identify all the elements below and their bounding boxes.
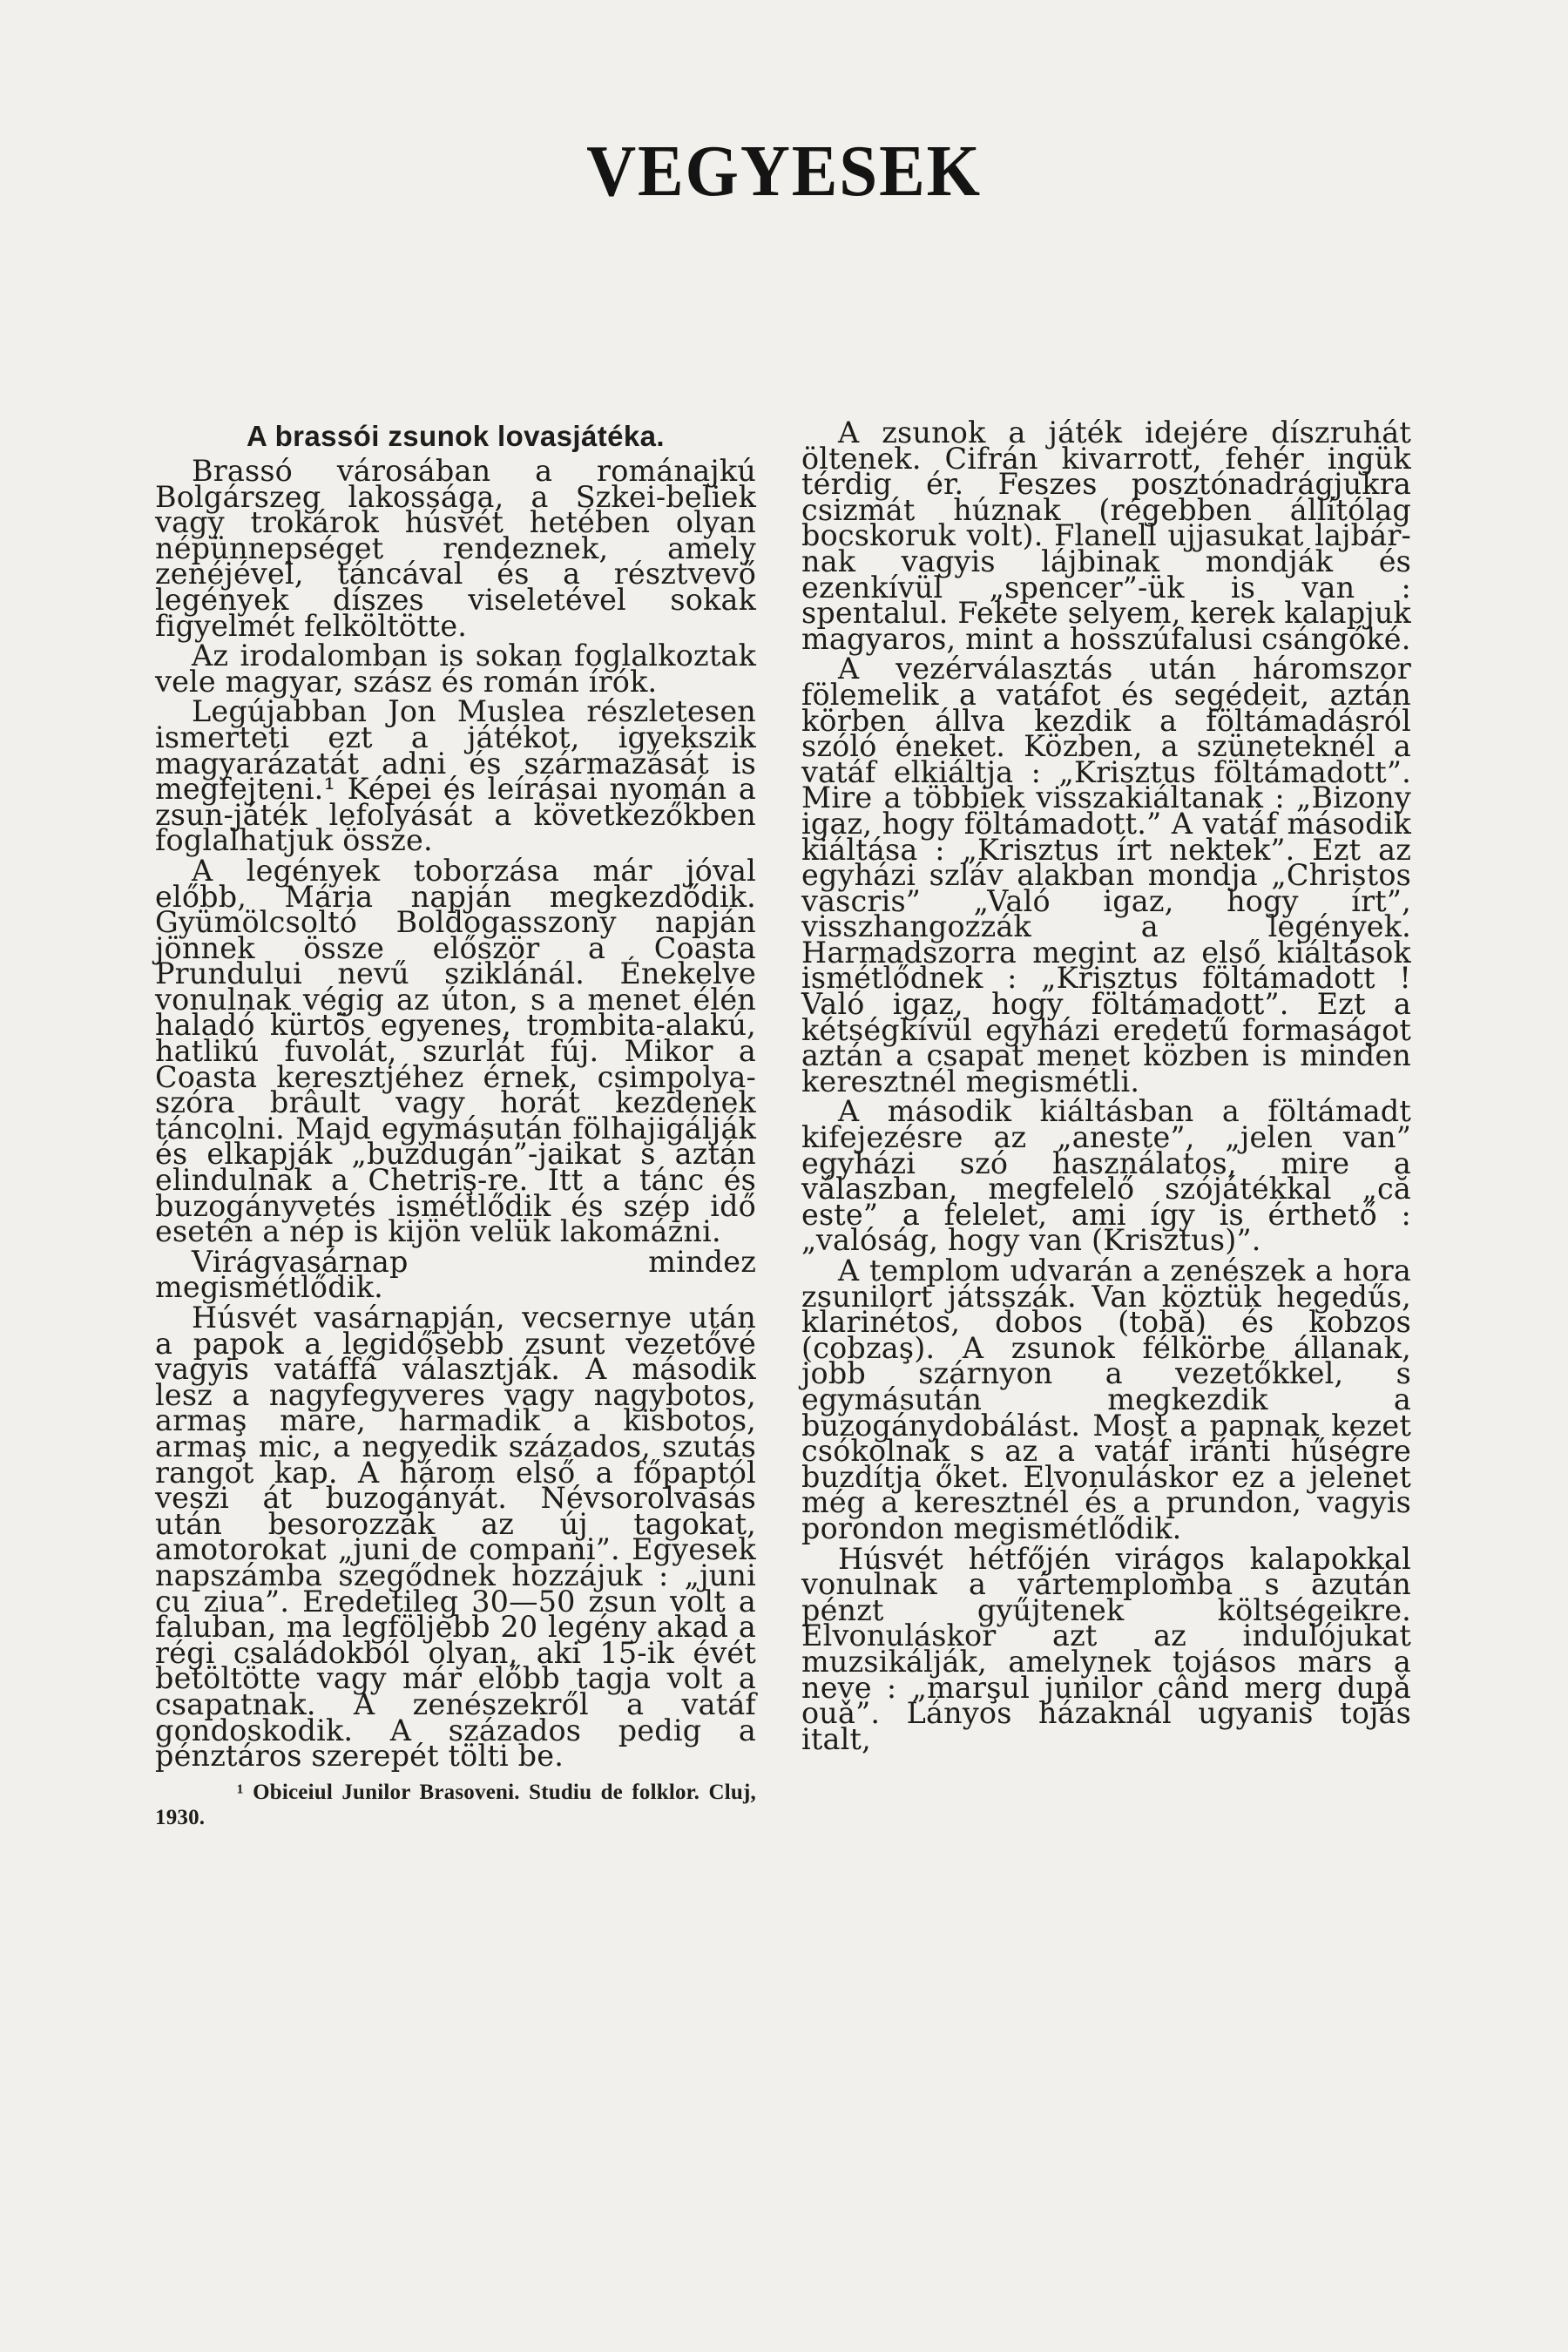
paragraph: Az irodalomban is sokan foglalkoztak vele magyar, szász és román írók. [155,639,756,699]
paragraph: Brassó városában a románajkú Bolgárszeg lakossága, a Szkei-beliek vagy trokárok húsvét hetében olyan népünnepséget rendeznek, amely zenéjével, táncával és a résztvevő legények díszes viseletével sokak figyelmét felköltötte. [155,454,756,643]
paragraph: A második kiáltásban a föltámadt kifejezésre az „aneste”, „jelen van” egyházi szó használatos, mire a válaszban, megfelelő szójátékkal „că este” a felelet, ami így is érthető : „valóság, hogy van (Krisztus)”. [801,1094,1411,1258]
paragraph: A legények toborzása már jóval előbb, Mária napján megkezdődik. Gyümölcsoltó Boldogasszony napján jönnek össze először a Coasta Prundului nevű sziklánál. Énekelve vonulnak végig az úton, s a menet élén haladó kürtös egyenes, trombita-alakú, hatlikú fuvolát, szurlát fúj. Mikor a Coasta keresztjéhez érnek, csimpolya-szóra brâult vagy horát kezdenek táncolni. Majd egymásután fölhajigálják és elkapják „buzdugán”-jaikat s aztán elindulnak a Chetriş-re. Itt a tánc és buzogányvetés ismétlődik és szép idő esetén a nép is kijön velük lakomázni. [155,853,756,1249]
paragraph: Húsvét hétfőjén virágos kalapokkal vonulnak a vártemplomba s azután pénzt gyűjtenek költségeikre. Elvonuláskor azt az indulójukat muzsikálják, amelynek tojásos mars a neve : „marşul junilor când merg dupǎ ouǎ”. Lányos házaknál ugyanis tojás italt, [801,1541,1411,1756]
right-column [801,416,1411,1756]
paragraph: A zsunok a játék idejére díszruhát öltenek. Cifrán kivarrott, fehér ingük térdig ér. Feszes posztónadrágjukra csizmát húznak (régebben állítólag bocskoruk volt). Flanell ujjasukat lajbár-nak vagyis lájbinak mondják és ezenkívül „spencer”-ük is van : spentalul. Fekete selyem, kerek kalapjuk magyaros, mint a hosszúfalusi csángóké. [801,416,1411,656]
paragraph: Virágvasárnap mindez megismétlődik. [155,1244,756,1305]
paragraph: A vezérválasztás után háromszor fölemelik a vatáfot és segédeit, aztán körben állva kezdik a föltámadásról szóló éneket. Közben, a szüneteknél a vatáf elkiáltja : „Krisztus föltámadott”. Mire a többiek visszakiáltanak : „Bizony igaz, hogy föltámadott.” A vatáf második kiáltása : „Krisztus írt nektek”. Ezt az egyházi szláv alakban mondja „Christos vascris” „Való igaz, hogy írt”, visszhangozzák a legények. Harmadszorra megint az első kiáltások ismétlődnek : „Krisztus föltámadott ! Való igaz, hogy föltámadott”. Ezt a kétségkívül egyházi eredetű formaságot aztán a csapat menet közben is minden keresztnél megismétli. [801,652,1411,1098]
footnote: ¹ Obiceiul Junilor Brasoveni. Studiu de folklor. Cluj, 1930. [155,1780,756,1829]
paragraph: Legújabban Jon Muslea részletesen ismerteti ezt a játékot, igyekszik magyarázatát adni és származását is megfejteni.¹ Képei és leírásai nyomán a zsun-játék lefolyását a következőkben foglalhatjuk össze. [155,694,756,858]
article-title: A brassói zsunok lovasjátéka. [247,420,665,452]
paragraph: A templom udvarán a zenészek a hora zsunilort játsszák. Van köztük hegedűs, klarinétos, dobos (tobă) és kobzos (cobzaş). A zsunok félkörbe állanak, jobb szárnyon a vezetőkkel, s egymásután megkezdik a buzogánydobálást. Most a papnak kezet csókolnak s az a vatáf iránti hűségre buzdítja őket. Elvonuláskor ez a jelenet még a keresztnél és a prundon, vagyis porondon megismétlődik. [801,1254,1411,1545]
left-column [155,420,756,1830]
page-title: VEGYESEK [586,131,982,212]
paragraph: Húsvét vasárnapján, vecsernye után a papok a legidősebb zsunt vezetővé vagyis vatáffá választják. A második lesz a nagyfegyveres vagy nagybotos, armaş mare, harmadik a kisbotos, armaş mic, a negyedik százados, szutás rangot kap. A három első a főpaptól veszi át buzogányát. Névsorolvasás után besorozzák az új tagokat, amotorokat „juni de compani”. Egyesek napszámba szegődnek hozzájuk : „juni cu ziua”. Eredetileg 30—50 zsun volt a faluban, ma legföljebb 20 legény akad a régi családokból olyan, aki 15-ik évét betöltötte vagy már előbb tagja volt a csapatnak. A zenészekről a vatáf gondoskodik. A százados pedig a pénztáros szerepét tölti be. [155,1301,756,1774]
